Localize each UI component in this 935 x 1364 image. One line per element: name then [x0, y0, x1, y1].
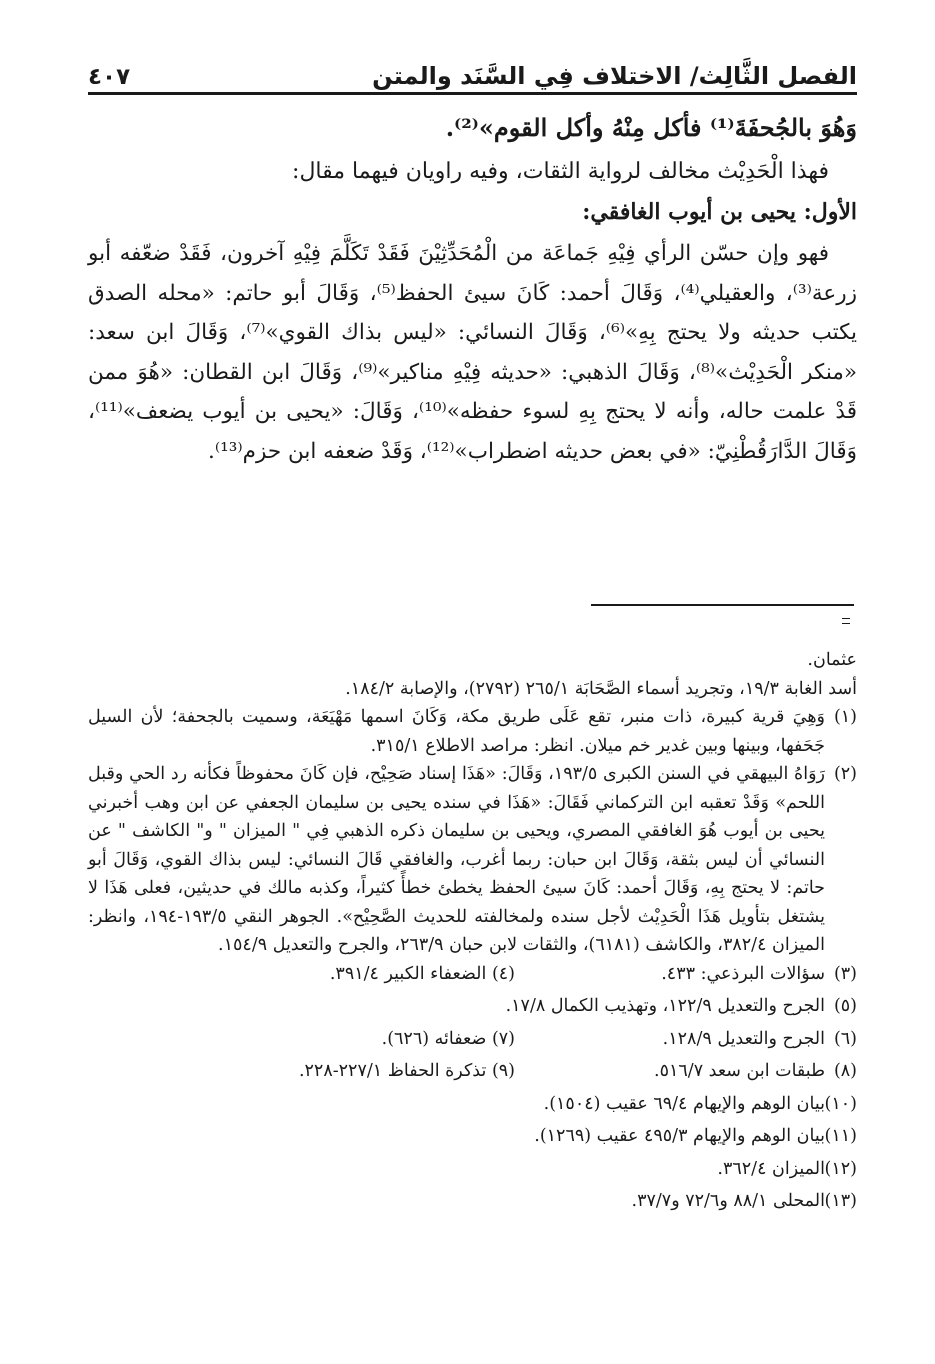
- footnote: [88, 1090, 857, 1119]
- continuation-marker: [842, 618, 850, 624]
- running-header: [88, 54, 857, 95]
- page-number: ٤٠٧: [88, 64, 131, 90]
- footnote-continuation: أسد الغابة ١٩/٣، وتجريد أسماء الصَّحَابَة ٢٦٥/١ (٢٧٩٢)، والإصابة ١٨٤/٢.: [345, 678, 857, 699]
- summary-line: فهذا الْحَدِيْث مخالف لرواية الثقات، وفيه راويان فيهما مقال:: [292, 159, 829, 184]
- opening-quote-line: وَهُوَ بالجُحفَةَ⁽¹⁾ فأكل مِنْهُ وأكل القوم»⁽²⁾.: [445, 113, 857, 142]
- footnote-number: (١): [833, 707, 857, 727]
- footnote-text: تذكرة الحفاظ ٢٢٧/١-٢٢٨.: [298, 1061, 487, 1081]
- footnote-text: ضعفائه (٦٢٦).: [381, 1028, 487, 1049]
- footnote-text: بيان الوهم والإيهام ٤٩٥/٣ عقيب (١٢٦٩).: [534, 1126, 825, 1146]
- section-heading: الأول: يحيى بن أيوب الغافقي:: [582, 199, 857, 225]
- footnote-text: الجرح والتعديل ١٢٨/٩.: [662, 1028, 825, 1049]
- main-text: [88, 104, 857, 471]
- footnote: [88, 1187, 857, 1216]
- narrator-paragraph: فهو وإن حسّن الرأي فِيْهِ جَماعَة من الْمُحَدِّثِيْنَ فَقَدْ تَكَلَّمَ فِيْهِ آخرون، فَقَدْ ضعّفه أبو زرعة⁽³⁾، والعقيلي⁽⁴⁾، وَقَالَ أحمد: كَانَ سيئ الحفظ⁽⁵⁾، وَقَالَ أبو حاتم: «محله الصدق يكتب حديثه ولا يحتج بِهِ»⁽⁶⁾، وَقَالَ النسائي: «ليس بذاك القوي»⁽⁷⁾، وَقَالَ ابن سعد: «منكر الْحَدِيْث»⁽⁸⁾، وَقَالَ الذهبي: «حديثه فِيْهِ مناكير»⁽⁹⁾، وَقَالَ ابن القطان: «هُوَ ممن قَدْ علمت حاله، وأنه لا يحتج بِهِ لسوء حفظه»⁽¹⁰⁾، وَقَالَ: «يحيى بن أيوب يضعف»⁽¹¹⁾، وَقَالَ الدَّارَقُطْنِيّ: «في بعض حديثه اضطراب»⁽¹²⁾، وَقَدْ ضعفه ابن حزم⁽¹³⁾.: [88, 241, 858, 464]
- footnote-text: الميزان ٣٦٢/٤.: [717, 1158, 825, 1179]
- footnote-text: المحلى ٨٨/١ و٧٢/٦ و٣٧/٧.: [631, 1191, 825, 1211]
- footnote-number: (١١): [824, 1126, 857, 1146]
- footnote-number: (٦): [833, 1028, 857, 1049]
- footnote-number: (٤): [491, 963, 515, 984]
- footnote-text: رَوَاهُ البيهقي في السنن الكبرى ١٩٣/٥، وَقَالَ: «هَذَا إسناد صَحِيْح، فإن كَانَ محفوظاً فكأنه رد الحي وقبل اللحم» وَقَدْ تعقبه ابن التركماني فَقَالَ: «هَذَا في سنده يحيى بن سليمان الجعفي عن ابن وهب أخبرني يحيى بن أيوب هُوَ الغافقي المصري، ويحيى بن سليمان ذكره الذهبي فِي " الميزان " و" الكاشف " عن النسائي أن ليس بثقة، وَقَالَ ابن حبان: ربما أغرب، والغافقي قَالَ النسائي: ليس بذاك القوي، وَقَالَ أبو حاتم: لا يحتج بِهِ، وَقَالَ أحمد: كَانَ سيئ الحفظ يخطئ خطأً كثيراً، وكذبه مالك في حديثين، فعلى هَذَا لا يشتغل بتأويل هَذَا الْحَدِيْث لأجل سنده ولمخالفته للحديث الصَّحِيْح». الجوهر النقي ١٩٣/٥-١٩٤، وانظر: الميزان ٣٨٢/٤، والكاشف (٦١٨١)، والثقات لابن حبان ٢٦٣/٩، والجرح والتعديل ١٥٤/٩.: [88, 764, 825, 955]
- footnote-number: (٢): [833, 764, 857, 784]
- footnote: [88, 760, 857, 960]
- footnote-text: الجرح والتعديل ١٢٢/٩، وتهذيب الكمال ١٧/٨.: [505, 996, 825, 1016]
- footnote-text: وَهِيَ قرية كبيرة، ذات منبر، تقع عَلَى طريق مكة، وَكَانَ اسمها مَهْيَعَة، وسميت بالجحفة؛ لأن السيل جَحَفها، وبينها وبين غدير خم ميلان. انظر: مراصد الاطلاع ٣١٥/١.: [88, 707, 825, 756]
- footnote-number: (٩): [491, 1061, 515, 1081]
- footnote-pair: [88, 992, 857, 1021]
- footnote-text: الضعفاء الكبير ٣٩١/٤.: [329, 963, 487, 984]
- footnote-number: (١٣): [824, 1191, 857, 1211]
- footnote-text: سؤالات البرذعي: ٤٣٣.: [661, 963, 825, 984]
- footnotes: [88, 646, 857, 1216]
- chapter-title: الفصل الثَّالِث/ الاختلاف فِي السَّنَد والمتن: [372, 62, 857, 90]
- footnote-pair: [88, 1025, 857, 1054]
- footnote-continuation: عثمان.: [807, 650, 857, 670]
- footnote-number: (١٠): [824, 1093, 857, 1114]
- footnote: [88, 1122, 857, 1151]
- footnote-number: (١٢): [824, 1158, 857, 1179]
- footnote-separator: [591, 604, 854, 606]
- footnote-text: بيان الوهم والإيهام ٦٩/٤ عقيب (١٥٠٤).: [543, 1093, 825, 1114]
- footnote: [88, 703, 857, 760]
- footnote-text: طبقات ابن سعد ٥١٦/٧.: [654, 1061, 825, 1081]
- footnote-pair: [88, 960, 857, 989]
- footnote-number: (٣): [833, 963, 857, 984]
- footnote-pair: [88, 1057, 857, 1086]
- footnote: [88, 1155, 857, 1184]
- footnote-number: (٨): [833, 1061, 857, 1081]
- footnote-number: (٧): [491, 1028, 515, 1049]
- footnote-number: (٥): [833, 996, 857, 1016]
